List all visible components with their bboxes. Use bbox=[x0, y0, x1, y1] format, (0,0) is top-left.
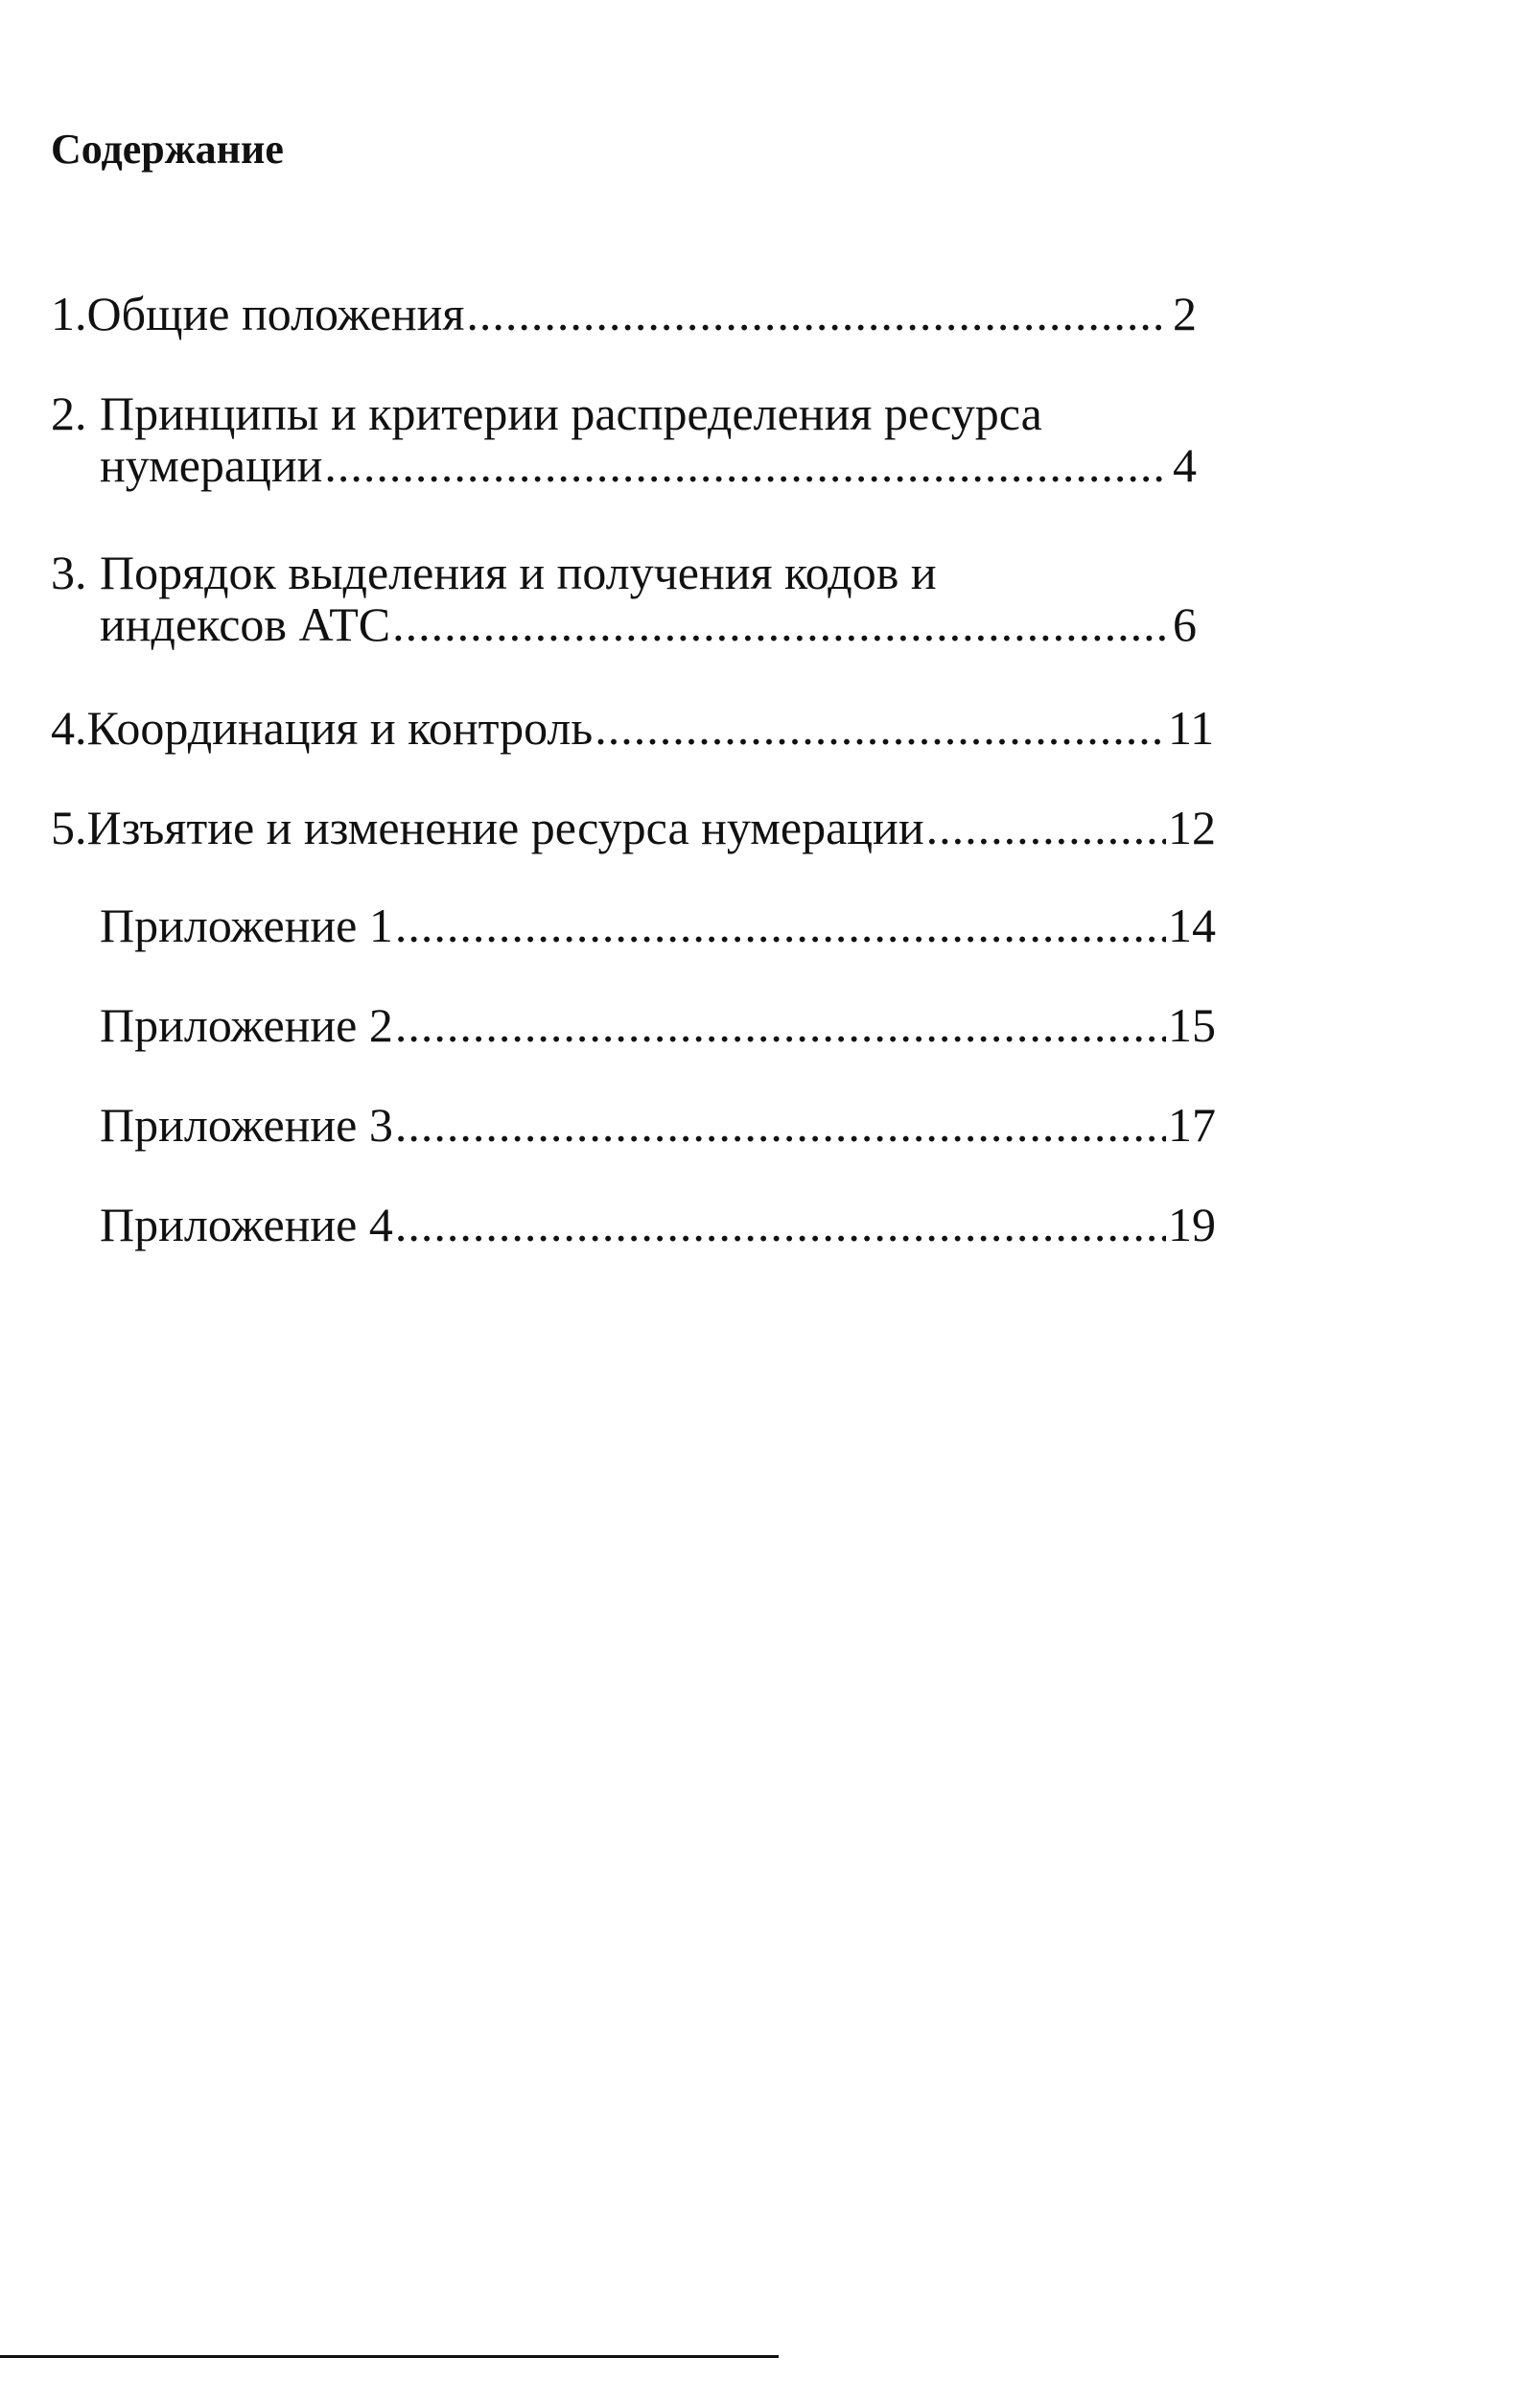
toc-entry-title: Общие положения bbox=[86, 287, 465, 340]
dot-leader bbox=[466, 288, 1166, 339]
dot-leader bbox=[395, 999, 1166, 1051]
toc-appendix-title: Приложение 4 bbox=[100, 1198, 393, 1251]
toc-entry-title: Координация и контроль bbox=[86, 701, 594, 755]
toc-entry-title: Изъятие и изменение ресурса нумерации bbox=[86, 801, 924, 854]
toc-entry-title: Принципы и критерии распределения ресурса bbox=[100, 386, 1042, 440]
toc-entry-3[interactable] bbox=[51, 547, 1197, 650]
toc-appendix-title: Приложение 2 bbox=[100, 998, 393, 1052]
toc-appendix-title: Приложение 3 bbox=[100, 1098, 393, 1152]
toc-appendix-4[interactable] bbox=[100, 1198, 1216, 1251]
toc-appendix-title: Приложение 1 bbox=[100, 899, 393, 952]
toc-entry-4[interactable] bbox=[51, 701, 1215, 755]
dot-leader bbox=[324, 439, 1166, 491]
toc-entry-number: 5. bbox=[51, 801, 87, 854]
toc-entry-page: 12 bbox=[1168, 801, 1216, 854]
toc-appendix-page: 15 bbox=[1168, 998, 1216, 1052]
toc-entry-number: 2. bbox=[51, 386, 87, 440]
toc-appendix-page: 14 bbox=[1168, 899, 1216, 952]
footer-rule bbox=[0, 2355, 779, 2358]
toc-appendix-2[interactable] bbox=[100, 998, 1216, 1052]
dot-leader bbox=[395, 899, 1166, 951]
dot-leader bbox=[392, 598, 1166, 650]
toc-appendix-page: 17 bbox=[1168, 1098, 1216, 1152]
toc-appendix-1[interactable] bbox=[100, 899, 1216, 952]
toc-entry-page: 2 bbox=[1173, 287, 1197, 340]
toc-entry-page: 4 bbox=[1173, 438, 1197, 492]
dot-leader bbox=[395, 1199, 1166, 1250]
page-title: Содержание bbox=[51, 126, 284, 173]
toc-entry-title: Порядок выделения и получения кодов и bbox=[100, 546, 937, 599]
dot-leader bbox=[926, 802, 1166, 853]
toc-entry-page: 6 bbox=[1173, 597, 1197, 651]
toc-entry-number: 4. bbox=[51, 701, 87, 755]
toc-entry-2[interactable] bbox=[51, 387, 1197, 491]
toc-entry-1[interactable] bbox=[51, 288, 1197, 339]
toc-appendix-page: 19 bbox=[1168, 1198, 1216, 1251]
dot-leader bbox=[595, 702, 1166, 754]
toc-entry-title-continuation: нумерации bbox=[100, 438, 323, 492]
toc-entry-title-continuation: индексов АТС bbox=[100, 597, 391, 651]
dot-leader bbox=[395, 1099, 1166, 1151]
toc-entry-page: 11 bbox=[1168, 701, 1215, 755]
toc-appendix-3[interactable] bbox=[100, 1098, 1216, 1152]
toc-entry-number: 1. bbox=[51, 287, 87, 340]
toc-entry-5[interactable] bbox=[51, 801, 1216, 854]
toc-entry-number: 3. bbox=[51, 546, 87, 599]
